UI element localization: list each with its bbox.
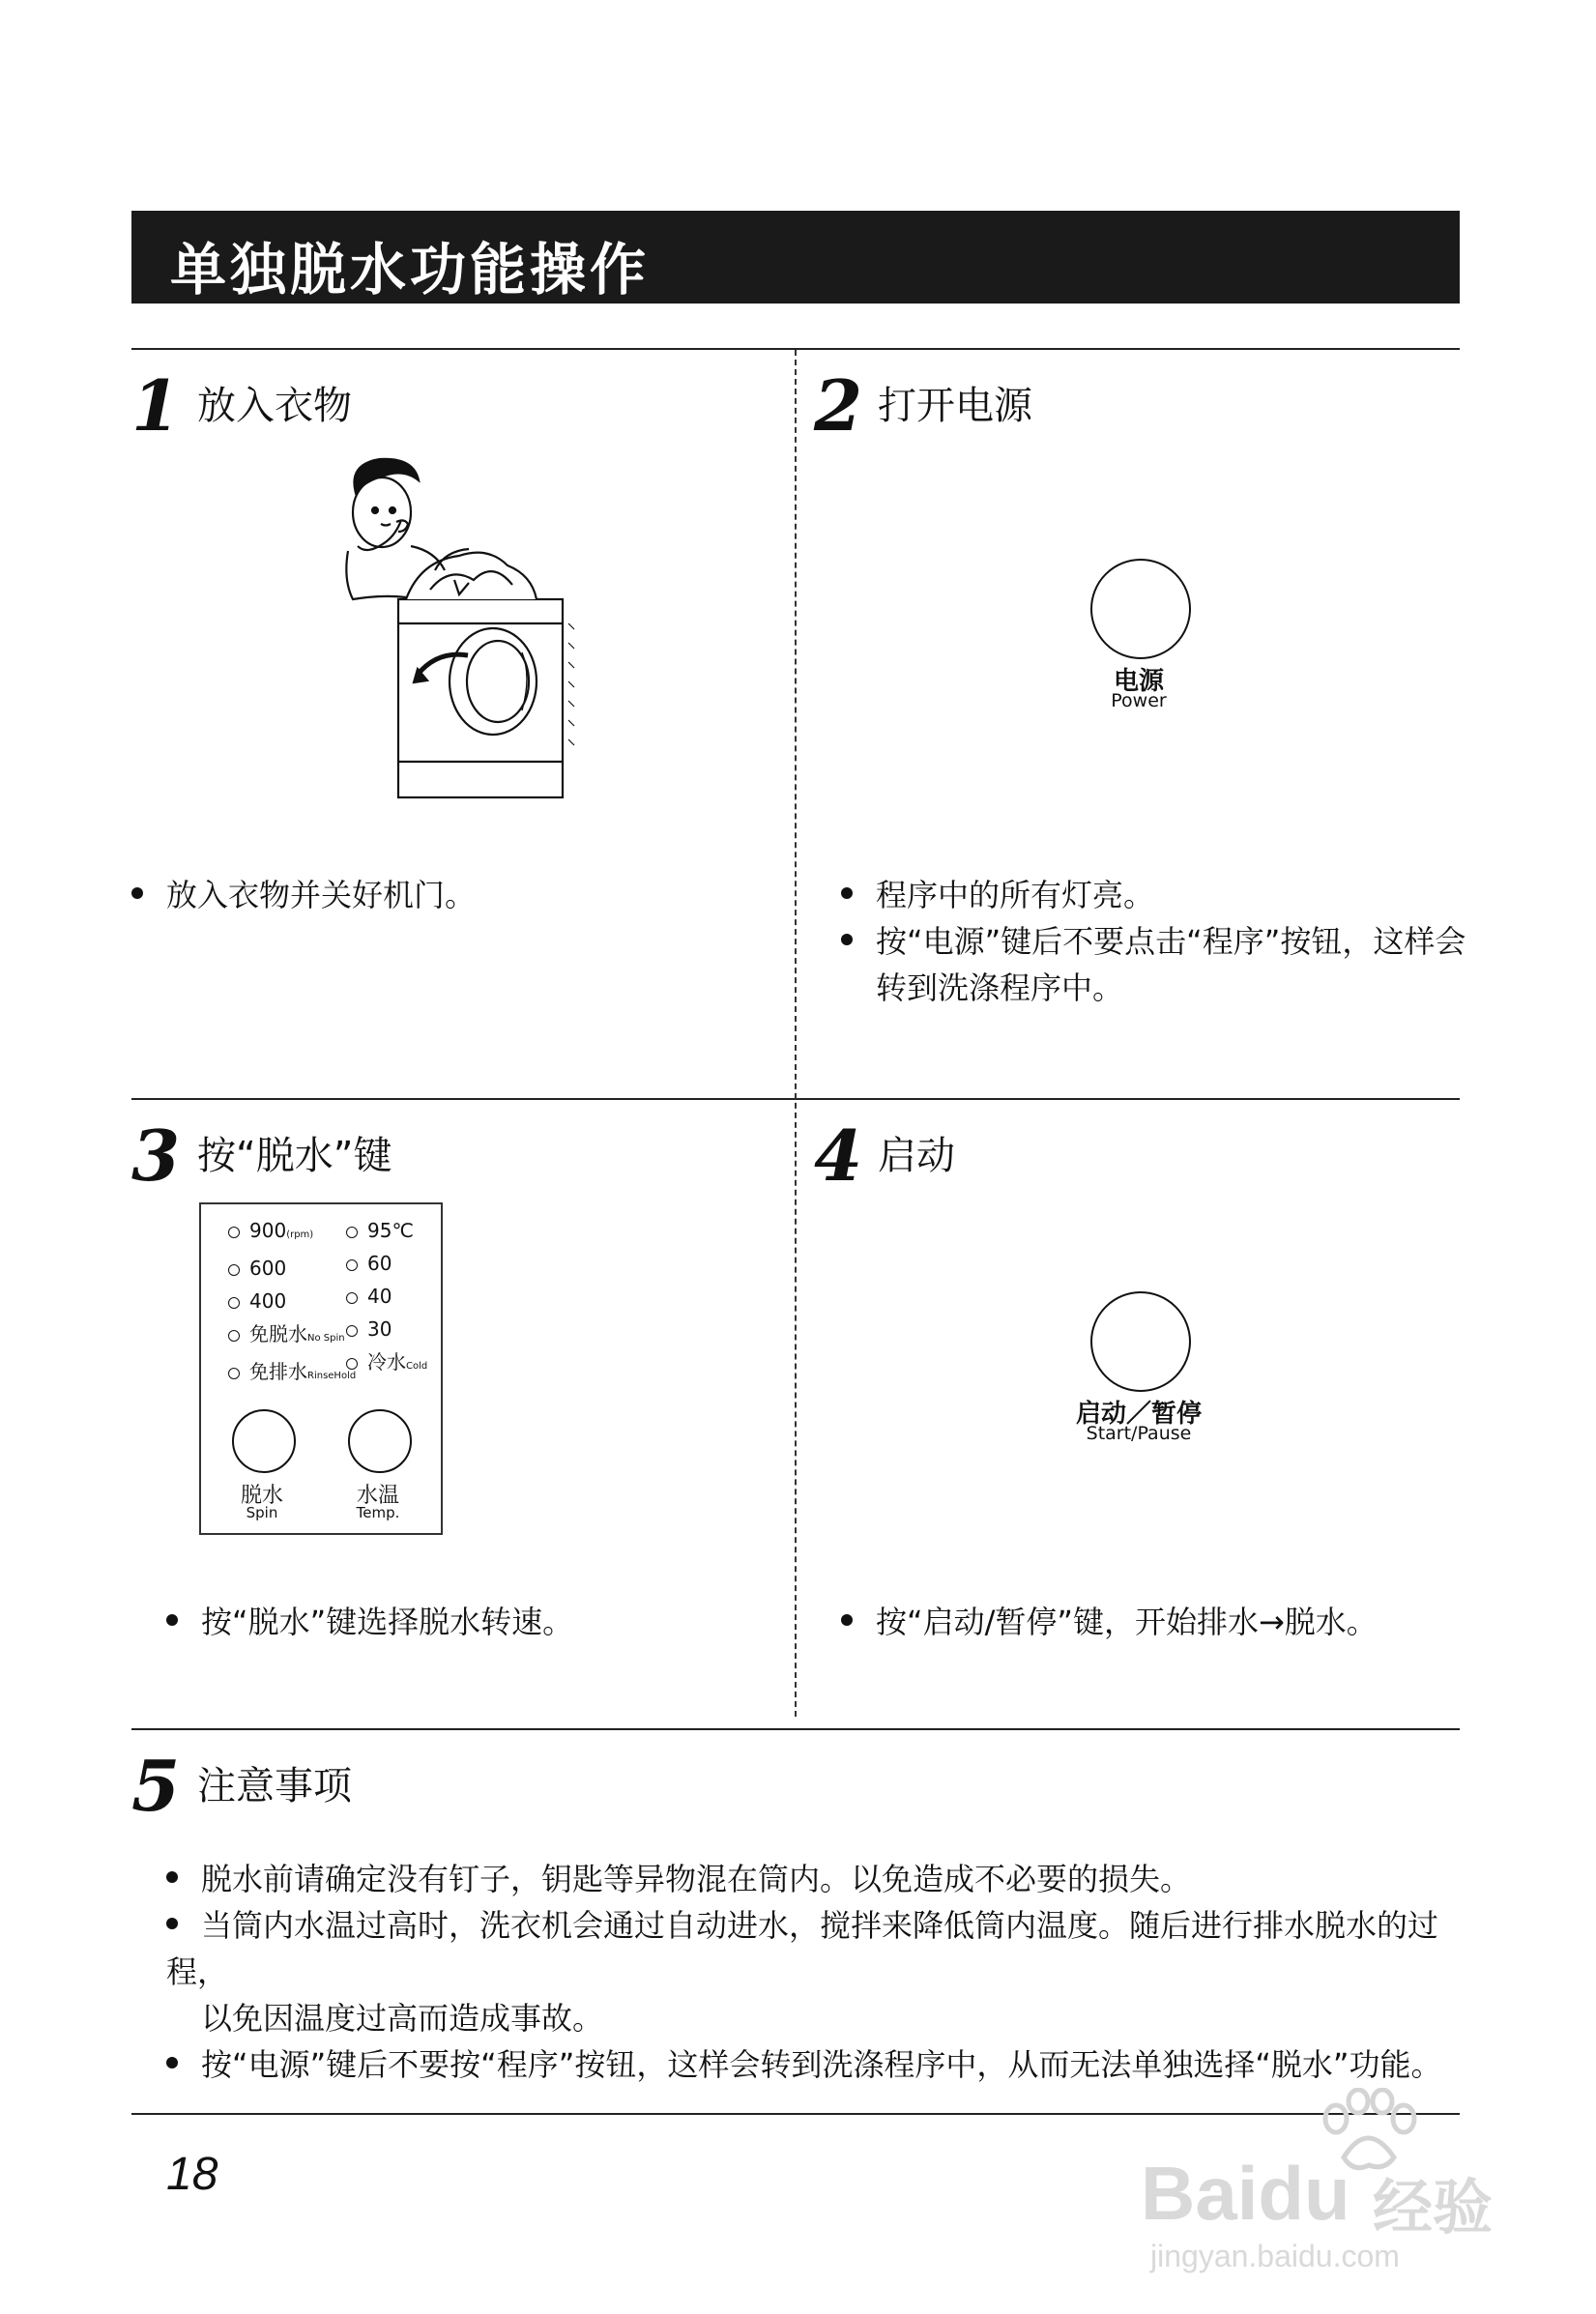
led-indicator-icon xyxy=(346,1259,358,1271)
bullet-dot-icon xyxy=(166,1871,178,1883)
step-2-number: 2 xyxy=(814,364,863,447)
step-2-bullets xyxy=(841,872,1469,1011)
list-item: 程序中的所有灯亮。 xyxy=(841,872,1469,918)
bullet-dot-icon xyxy=(841,934,853,945)
spin-led-no-spin: 免脱水No Spin xyxy=(228,1317,356,1355)
step-1-bullets xyxy=(131,872,476,918)
list-item-continuation: 转到洗涤程序中。 xyxy=(876,969,1124,1006)
power-button-label: 电源 xyxy=(1113,667,1164,696)
temp-button-label-en: Temp. xyxy=(356,1504,400,1521)
led-indicator-icon xyxy=(346,1325,358,1337)
bullet-dot-icon xyxy=(131,887,143,899)
led-indicator-icon xyxy=(228,1264,240,1276)
step-4-bullets xyxy=(841,1599,1378,1645)
watermark-cn: 经验 xyxy=(1373,2172,1494,2242)
bullet-dot-icon xyxy=(841,1614,853,1626)
step-2-title: 打开电源 xyxy=(878,384,1032,428)
list-item: 当筒内水温过高时，洗衣机会通过自动进水，搅拌来降低筒内温度。随后进行排水脱水的过程， xyxy=(166,1907,1439,1990)
spin-button-label-en: Spin xyxy=(246,1504,278,1521)
start-pause-button-label: 启动／暂停 xyxy=(1075,1400,1202,1429)
start-pause-button-label-en: Start/Pause xyxy=(1086,1423,1192,1444)
led-indicator-icon xyxy=(228,1330,240,1342)
temp-led-95: 95℃ xyxy=(346,1214,427,1247)
step-1-number: 1 xyxy=(131,364,181,447)
list-item: 按“脱水”键选择脱水转速。 xyxy=(166,1599,573,1645)
column-divider xyxy=(795,350,797,1717)
section-title-bar xyxy=(131,211,1460,304)
list-item: 按“启动/暂停”键，开始排水→脱水。 xyxy=(841,1599,1378,1645)
control-panel xyxy=(199,1202,443,1535)
list-item: 按“电源”键后不要按“程序”按钮，这样会转到洗涤程序中，从而无法单独选择“脱水”功能。 xyxy=(166,2041,1471,2088)
list-item: 放入衣物并关好机门。 xyxy=(131,872,476,918)
bullet-dot-icon xyxy=(166,1918,178,1929)
spin-led-rinse-hold: 免排水RinseHold xyxy=(228,1355,356,1393)
led-indicator-icon xyxy=(228,1297,240,1309)
spin-led-600: 600 xyxy=(228,1252,356,1285)
power-button[interactable] xyxy=(1090,559,1191,659)
spin-led-column xyxy=(228,1214,356,1393)
step-4-number: 4 xyxy=(814,1114,863,1197)
watermark-url: jingyan.baidu.com xyxy=(1150,2239,1400,2273)
led-indicator-icon xyxy=(228,1227,240,1238)
step-5-bullets xyxy=(166,1856,1471,2088)
start-pause-button[interactable] xyxy=(1090,1291,1191,1392)
bullet-dot-icon xyxy=(841,887,853,899)
temp-led-column xyxy=(346,1214,427,1383)
led-indicator-icon xyxy=(346,1292,358,1304)
spin-button-label: 脱水 xyxy=(240,1484,283,1508)
step-5-number: 5 xyxy=(131,1745,181,1827)
step-3-title: 按“脱水”键 xyxy=(197,1134,392,1178)
loading-laundry-illustration xyxy=(338,454,590,812)
page-number: 18 xyxy=(166,2149,218,2200)
temp-led-30: 30 xyxy=(346,1313,427,1345)
step-3-bullets xyxy=(166,1599,573,1645)
step-1-title: 放入衣物 xyxy=(197,384,352,428)
temp-led-cold: 冷水Cold xyxy=(346,1345,427,1383)
bullet-dot-icon xyxy=(166,1614,178,1626)
led-indicator-icon xyxy=(346,1358,358,1370)
step-5-title: 注意事项 xyxy=(197,1764,352,1808)
list-item: 按“电源”键后不要点击“程序”按钮，这样会 xyxy=(841,918,1469,965)
spin-led-400: 400 xyxy=(228,1285,356,1317)
list-item: 脱水前请确定没有钉子，钥匙等异物混在筒内。以免造成不必要的损失。 xyxy=(166,1856,1471,1902)
step-4-title: 启动 xyxy=(878,1134,955,1178)
list-item-continuation: 以免因温度过高而造成事故。 xyxy=(201,2000,604,2037)
watermark-brand: Baidu xyxy=(1141,2151,1350,2236)
spin-button[interactable] xyxy=(232,1409,296,1473)
temp-led-40: 40 xyxy=(346,1280,427,1313)
temp-led-60: 60 xyxy=(346,1247,427,1280)
bullet-dot-icon xyxy=(166,2057,178,2068)
watermark xyxy=(1141,2088,1508,2281)
step-3-number: 3 xyxy=(131,1114,181,1197)
temp-button-label: 水温 xyxy=(356,1484,399,1508)
temp-button[interactable] xyxy=(348,1409,412,1473)
led-indicator-icon xyxy=(228,1368,240,1379)
spin-led-900: 900(rpm) xyxy=(228,1214,356,1252)
page-title: 单独脱水功能操作 xyxy=(170,237,651,303)
divider-bottom xyxy=(131,1728,1460,1730)
led-indicator-icon xyxy=(346,1227,358,1238)
power-button-label-en: Power xyxy=(1111,690,1167,711)
